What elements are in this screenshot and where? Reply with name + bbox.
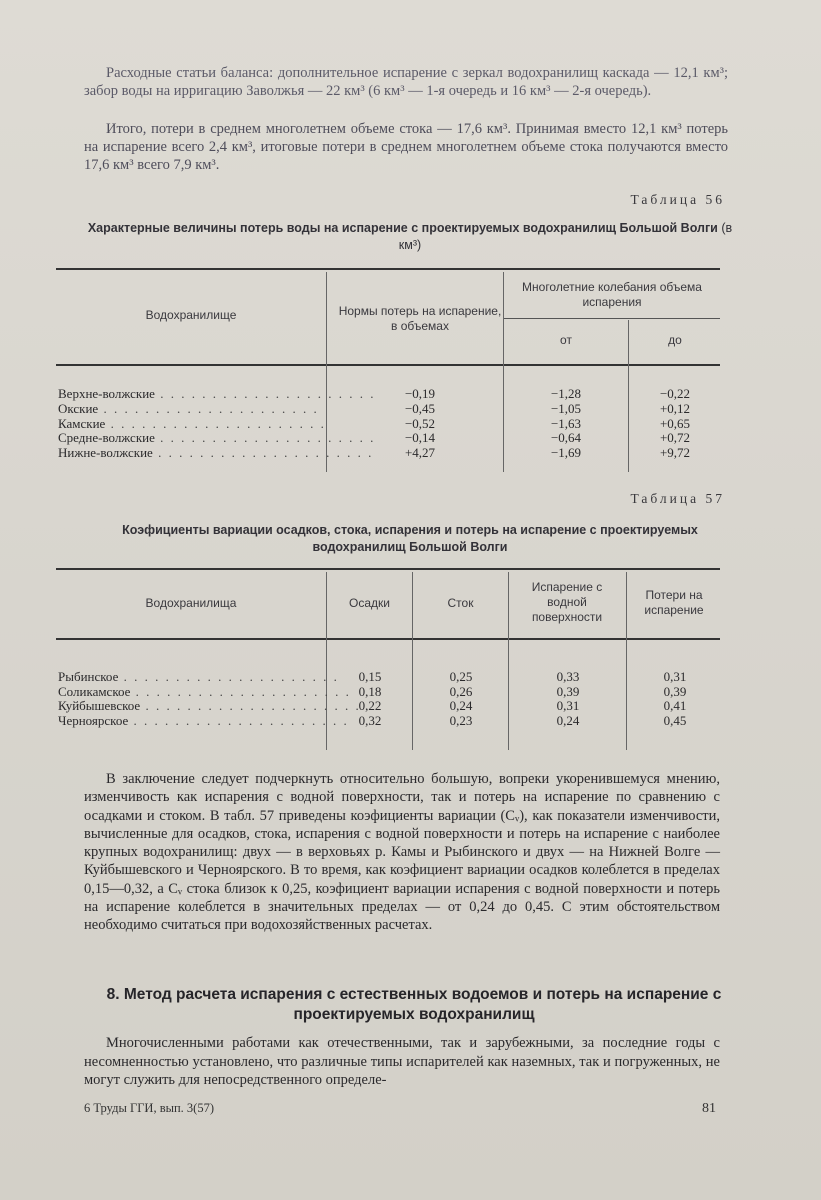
table57-header-precip: Осадки [349,596,390,610]
table57-row-name: Соликамское [58,683,131,699]
dot-leader: . . . . . . . . . . . . . . . . . . . . . [130,683,351,699]
table56-cell-norm: +4,27 [404,445,436,461]
table57-top-rule [56,568,720,570]
dot-leader: . . . . . . . . . . . . . . . . . . . . . [105,415,326,431]
table56-cell-to: +0,12 [659,400,691,416]
table56-row [58,387,718,402]
table56-cell-norm: −0,14 [404,430,436,446]
table57-cell-evap: 0,33 [556,669,580,684]
table57-cell-loss: 0,39 [663,683,687,699]
table57-cell-evap: 0,31 [556,698,580,713]
table56-cell-to: +0,72 [659,430,691,446]
table57-row-name: Рыбинское [58,669,119,684]
table56-row-name: Камские [58,415,106,431]
table57-cell-runoff: 0,23 [449,712,473,728]
table57-row-name: Черноярское [58,712,129,728]
table57-header-rule [56,638,720,640]
table56-title [80,220,740,254]
table56-cell-norm: −0,52 [404,415,436,431]
table57-cell-runoff: 0,26 [449,683,473,699]
table56-row-name: Окские [58,400,99,416]
table57-cell-runoff: 0,24 [449,698,473,713]
table56-cell-to: +9,72 [659,445,691,461]
footer-signature: 6 Труды ГГИ, вып. 3(57) [84,1101,215,1115]
table57-cell-loss: 0,41 [663,698,687,713]
table56-cell-from: −0,64 [550,430,582,446]
table56-header-norm: Нормы потерь на испарение, в объемах [338,304,502,333]
table57-header-evap: Испарение с водной поверхности [531,580,603,624]
table56-header-to: до [668,333,682,347]
table57-cell-loss: 0,31 [663,669,687,684]
table57-number: Таблица 57 [630,491,725,506]
table56-row [58,431,718,446]
table56-header-range: Многолетние колебания объема испарения [522,280,702,309]
table57-cell-precip: 0,22 [358,698,382,713]
table57-row-name: Куйбышевское [58,698,141,713]
dot-leader: . . . . . . . . . . . . . . . . . . . . . [154,430,376,446]
table56-row [58,402,718,417]
table56-subheader-rule [504,318,720,319]
table56-cell-to: −0,22 [659,386,691,401]
dot-leader: . . . . . . . . . . . . . . . . . . . . . [154,386,376,401]
table56-cell-from: −1,05 [550,400,582,416]
intro-paragraph-1: Расходные статьи баланса: дополнительное испарение с зеркал водохранилищ каскада — 12,1 км³; забор воды на ирригацию Заволжья — 22 км³ (6 км³ — 1-я очередь и 16 км³ — 2-я очередь). [84,65,728,99]
dot-leader: . . . . . . . . . . . . . . . . . . . . . [128,712,349,728]
table57-cell-evap: 0,24 [556,712,580,728]
table56-row-name: Верхне-волжские [58,386,155,401]
table57-row [58,714,718,729]
table57-cell-evap: 0,39 [556,683,580,699]
table56-cell-norm: −0,19 [404,386,436,401]
table57-cell-precip: 0,15 [358,669,382,684]
table56-top-rule [56,268,720,270]
conclusion-paragraph: В заключение следует подчеркнуть относительно большую, вопреки укоренившемуся мнению, изменчивость как испарения с водной поверхности, так и потерь на испарение по сравнению с осадками и стоком. В табл. 57 приведены коэфициенты вариации (Cᵥ), как показатели изменчивости, вычисленные для осадков, стока, испарения с водной поверхности и потерь на испарение с наиболее крупных водохранилищ: двух — в верховьях р. Камы и Рыбинского и двух — на Нижней Волге — Куйбышевского и Черноярского. В то время, как коэфициент вариации осадков колеблется в пределах 0,15—0,32, а Cᵥ стока близок к 0,25, коэфициент вариации испарения с водной поверхности и потерь на испарение колеблется в значительных пределах — от 0,24 до 0,45. С этим обстоятельством необходимо считаться при водохозяйственных расчетах. [84,771,720,934]
page-number: 81 [702,1101,716,1116]
table57-header-runoff: Сток [447,596,474,610]
section-heading: 8. Метод расчета испарения с естественных водоемов и потерь на испарение с проектируемых водохранилищ [106,986,722,1023]
table56-header-from: от [560,333,572,347]
table57-title: Коэфициенты вариации осадков, стока, испарения и потерь на испарение с проектируемых водохранилищ Большой Волги [122,523,698,554]
section-paragraph: Многочисленными работами как отечественными, так и зарубежными, за последние годы с несомненностью установлено, что различные типы испарителей как наземных, так и погруженных, не могут служить для непосредственного определе- [84,1035,720,1088]
table56-title-text: Характерные величины потерь воды на испарение с проектируемых водохранилищ Большой Волги [87,221,718,235]
table57-cell-precip: 0,32 [358,712,382,728]
table56-row [58,446,718,461]
table56-cell-norm: −0,45 [404,400,436,416]
table57-cell-precip: 0,18 [358,683,382,699]
table56-row-name: Средне-волжские [58,430,155,446]
table56-number: Таблица 56 [630,192,725,207]
intro-paragraph-2: Итого, потери в среднем многолетнем объеме стока — 17,6 км³. Принимая вместо 12,1 км³ потерь на испарение всего 2,4 км³, итоговые потери в среднем многолетнем объеме стока получаются вместо 17,6 км³ всего 7,9 км³. [84,121,728,173]
table56-header-rule [56,364,720,366]
dot-leader: . . . . . . . . . . . . . . . . . . . . . [98,400,319,416]
table56-cell-from: −1,28 [550,386,582,401]
dot-leader: . . . . . . . . . . . . . . . . . . . . . [140,698,361,713]
table56-header-reservoir: Водохранилище [145,308,237,322]
table57-header-reservoir: Водохранилища [145,596,237,610]
table56-cell-to: +0,65 [659,415,691,431]
table56-cell-from: −1,63 [550,415,582,431]
table57-cell-runoff: 0,25 [449,669,473,684]
table56-cell-from: −1,69 [550,445,582,461]
table57-header-loss: Потери на испарение [644,588,704,617]
dot-leader: . . . . . . . . . . . . . . . . . . . . . [152,445,374,461]
table56-unit: (в км³) [398,221,733,252]
table57-cell-loss: 0,45 [663,712,687,728]
table56-row [58,417,718,432]
dot-leader: . . . . . . . . . . . . . . . . . . . . . [118,669,339,684]
table56-row-name: Нижне-волжские [58,445,153,461]
